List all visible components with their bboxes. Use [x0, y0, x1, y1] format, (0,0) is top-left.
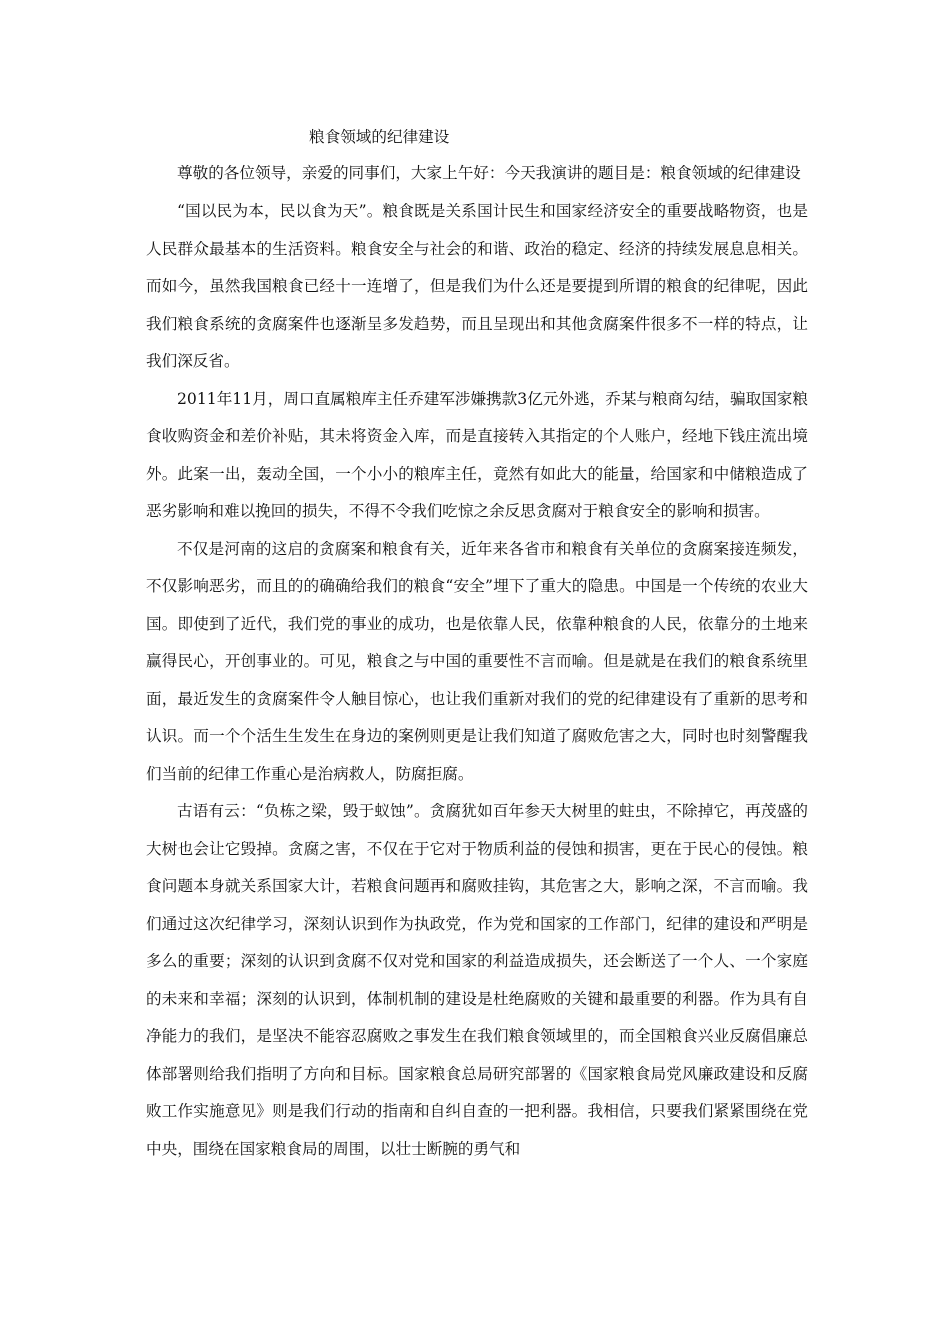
greeting-paragraph: 尊敬的各位领导，亲爱的同事们，大家上午好：今天我演讲的题目是：粮食领域的纪律建设 [177, 164, 801, 182]
document-page [146, 118, 808, 1168]
body-paragraph-1: “国以民为本，民以食为天”。粮食既是关系国计民生和国家经济安全的重要战略物资，也是人民群众最基本的生活资料。粮食安全与社会的和谐、政治的稳定、经济的持续发展息息相关。而如今，虽然我国粮食已经十一连增了，但是我们为什么还是要提到所谓的粮食的纪律呢，因此我们粮食系统的贪腐案件也逐渐呈多发趋势，而且呈现出和其他贪腐案件很多不一样的特点，让我们深反省。 [146, 202, 808, 370]
body-paragraph-4: 古语有云：“负栋之梁，毁于蚁蚀”。贪腐犹如百年参天大树里的蛀虫，不除掉它，再茂盛的大树也会让它毁掉。贪腐之害，不仅在于它对于物质利益的侵蚀和损害，更在于民心的侵蚀。粮食问题本身就关系国家大计，若粮食问题再和腐败挂钩，其危害之大，影响之深，不言而喻。我们通过这次纪律学习，深刻认识到作为执政党，作为党和国家的工作部门，纪律的建设和严明是多么的重要；深刻的认识到贪腐不仅对党和国家的利益造成损失，还会断送了一个人、一个家庭的未来和幸福；深刻的认识到，体制机制的建设是杜绝腐败的关键和最重要的利器。作为具有自净能力的我们，是坚决不能容忍腐败之事发生在我们粮食领域里的，而全国粮食兴业反腐倡廉总体部署则给我们指明了方向和目标。国家粮食总局研究部署的《国家粮食局党风廉政建设和反腐败工作实施意见》则是我们行动的指南和自纠自查的一把利器。我相信，只要我们紧紧围绕在党中央，围绕在国家粮食局的周围，以壮士断腕的勇气和 [146, 802, 808, 1158]
body-paragraph-2: 2011年11月，周口直属粮库主任乔建军涉嫌携款3亿元外逃，乔某与粮商勾结，骗取国家粮食收购资金和差价补贴，其未将资金入库，而是直接转入其指定的个人账户，经地下钱庄流出境外。此案一出，轰动全国，一个小小的粮库主任，竟然有如此大的能量，给国家和中储粮造成了恶劣影响和难以挽回的损失，不得不令我们吃惊之余反思贪腐对于粮食安全的影响和损害。 [146, 389, 808, 520]
document-title: 粮食领域的纪律建设 [309, 128, 450, 146]
body-paragraph-3: 不仅是河南的这启的贪腐案和粮食有关，近年来各省市和粮食有关单位的贪腐案接连频发，不仅影响恶劣，而且的的确确给我们的粮食“安全”埋下了重大的隐患。中国是一个传统的农业大国。即使到了近代，我们党的事业的成功，也是依靠人民，依靠种粮食的人民，依靠分的土地来赢得民心，开创事业的。可见，粮食之与中国的重要性不言而喻。但是就是在我们的粮食系统里面，最近发生的贪腐案件令人触目惊心，也让我们重新对我们的党的纪律建设有了重新的思考和认识。而一个个活生生发生在身边的案例则更是让我们知道了腐败危害之大，同时也时刻警醒我们当前的纪律工作重心是治病救人，防腐拒腐。 [146, 539, 808, 783]
